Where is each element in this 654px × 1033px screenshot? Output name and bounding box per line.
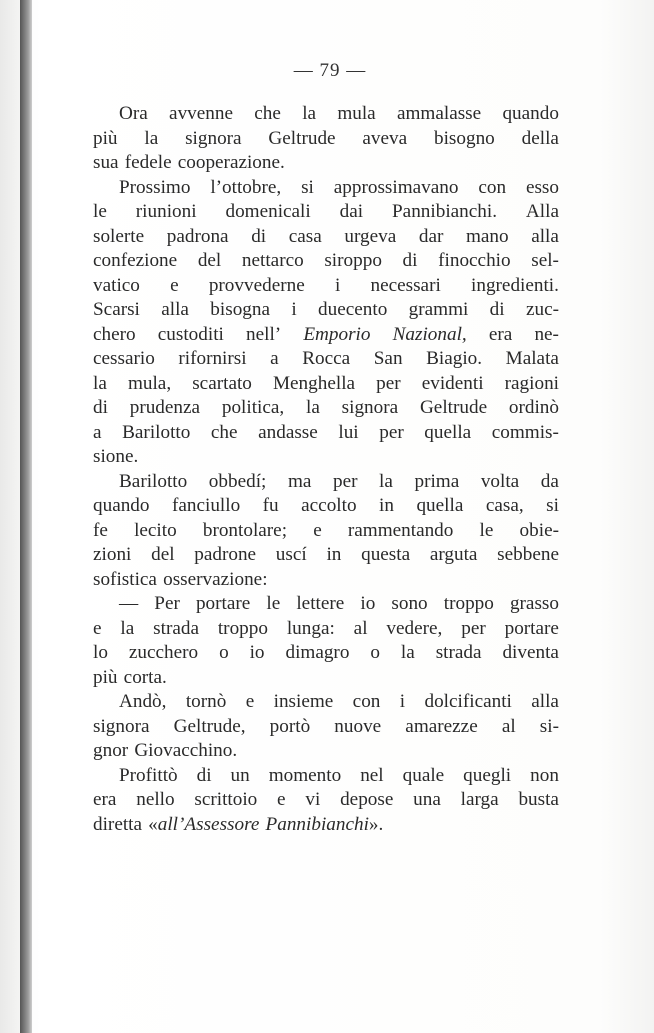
- word: cessario: [93, 348, 155, 369]
- word: duecento: [318, 299, 388, 320]
- word: era: [93, 789, 117, 810]
- word: Ora: [119, 103, 148, 124]
- word: sofistica: [93, 568, 157, 590]
- word: in: [326, 544, 342, 565]
- word: avvenne: [169, 103, 233, 124]
- word: sione.: [93, 446, 139, 467]
- word: Biagio.: [426, 348, 483, 369]
- word: di: [489, 299, 505, 320]
- word: casa: [288, 225, 322, 247]
- word: urgeva: [344, 225, 397, 247]
- word: i: [334, 274, 341, 296]
- word: ragioni: [504, 372, 559, 394]
- word: di: [251, 225, 267, 247]
- word: Geltrude,: [173, 715, 246, 737]
- word: alla: [531, 691, 559, 712]
- word: Emporio: [303, 323, 371, 345]
- word: la: [400, 642, 415, 663]
- word: si: [301, 176, 314, 198]
- text-line: [93, 127, 559, 152]
- text-line: [93, 764, 559, 789]
- word: signora: [93, 715, 150, 737]
- word: diretta: [93, 813, 143, 835]
- word: dai: [339, 201, 364, 222]
- word: sono: [391, 593, 428, 614]
- word: con: [352, 691, 381, 712]
- word: Menghella: [272, 372, 356, 394]
- word: evidenti: [421, 372, 484, 394]
- word: ingredienti.: [471, 274, 559, 296]
- word: Pannibianchi».: [265, 813, 384, 835]
- word: ordinò: [508, 397, 559, 418]
- word: scrittoio: [194, 789, 258, 810]
- binding-shadow: [0, 0, 20, 1033]
- word: scartato: [192, 372, 252, 394]
- word: e: [93, 617, 102, 639]
- word: una: [413, 789, 441, 810]
- word: fe: [93, 519, 108, 541]
- page-number: — 79 —: [293, 60, 367, 81]
- word: nello: [136, 789, 175, 810]
- word: fu: [262, 495, 279, 516]
- word: al: [353, 617, 368, 639]
- word: o: [219, 642, 229, 663]
- word: da: [540, 470, 559, 492]
- word: lunga:: [286, 617, 335, 639]
- text-line: [93, 249, 559, 274]
- text-line: [93, 421, 559, 446]
- word: i: [399, 691, 406, 712]
- word: al: [501, 715, 516, 737]
- text-line: [93, 102, 559, 127]
- word: solerte: [93, 225, 145, 247]
- word: politica,: [221, 397, 285, 418]
- word: Barilotto: [119, 470, 188, 492]
- text-line: [93, 323, 559, 348]
- word: era: [488, 323, 513, 345]
- word: di: [196, 764, 212, 786]
- word: a: [270, 348, 279, 369]
- word: di: [93, 397, 108, 418]
- text-line: [93, 151, 559, 176]
- word: fedele: [124, 152, 172, 173]
- word: Alla: [525, 201, 559, 222]
- text-line: [93, 494, 559, 519]
- word: un: [230, 764, 250, 786]
- word: prudenza: [129, 397, 201, 418]
- word: la: [93, 372, 107, 394]
- word: bisogno: [434, 127, 495, 149]
- word: dimagro: [285, 642, 350, 663]
- word: vi: [305, 789, 321, 810]
- word: mula,: [127, 372, 172, 394]
- word: obie-: [519, 519, 559, 541]
- word: questa: [361, 544, 411, 565]
- word: busta: [518, 789, 559, 810]
- word: Profittò: [119, 764, 178, 786]
- word: quegli: [463, 764, 512, 786]
- word: più: [93, 666, 118, 688]
- word: della: [521, 127, 559, 149]
- word: che: [254, 103, 281, 124]
- word: signora: [185, 127, 242, 149]
- text-line: [93, 715, 559, 740]
- text-line: [93, 298, 559, 323]
- word: portare: [195, 593, 251, 614]
- word: Malata: [505, 348, 559, 369]
- word: si: [546, 495, 559, 516]
- text-line: [93, 568, 559, 593]
- word: tornò: [185, 691, 227, 712]
- word: accolto: [301, 495, 357, 516]
- word: zucchero: [128, 642, 199, 663]
- word: i: [291, 299, 297, 320]
- word: lo: [93, 642, 108, 663]
- text-line: [93, 200, 559, 225]
- word: lecito: [134, 519, 177, 541]
- word: io: [360, 593, 376, 614]
- word: vedere,: [386, 617, 443, 639]
- word: quando: [502, 103, 559, 124]
- word: padrone: [194, 544, 257, 565]
- word: casa,: [485, 495, 524, 516]
- word: le: [93, 201, 107, 222]
- word: signora: [341, 397, 399, 418]
- word: grasso: [509, 593, 559, 614]
- word: sel-: [531, 250, 559, 271]
- word: depose: [340, 789, 394, 810]
- word: obbedí;: [208, 470, 267, 492]
- word: dolcificanti: [424, 691, 512, 712]
- word: quale: [402, 764, 445, 786]
- word: rammentando: [347, 519, 454, 541]
- word: riunioni: [135, 201, 197, 222]
- word: non: [530, 764, 559, 786]
- word: lui: [338, 421, 359, 443]
- word: necessari: [370, 274, 441, 296]
- word: per: [461, 617, 486, 639]
- word: strada: [435, 642, 482, 663]
- word: l’ottobre,: [210, 176, 282, 198]
- word: ammalasse: [396, 103, 482, 124]
- word: la: [379, 470, 393, 492]
- word: alla: [531, 225, 559, 247]
- text-line: [93, 592, 559, 617]
- word: ma: [287, 470, 312, 492]
- word: grammi: [408, 299, 469, 320]
- text-line: [93, 372, 559, 397]
- word: quando: [93, 495, 150, 516]
- word: corta.: [123, 666, 167, 688]
- word: Nazional,: [392, 323, 467, 345]
- text-line: [93, 396, 559, 421]
- word: Per: [154, 593, 180, 614]
- word: aveva: [362, 127, 408, 149]
- word: mano: [465, 225, 509, 247]
- word: troppo: [443, 593, 494, 614]
- page-binding-edge: [20, 0, 32, 1033]
- word: zioni: [93, 544, 132, 565]
- word: zuc-: [525, 299, 559, 320]
- word: San: [373, 348, 403, 369]
- word: per: [376, 372, 401, 394]
- word: del: [151, 544, 175, 565]
- word: più: [93, 127, 118, 149]
- text-line: [93, 445, 559, 470]
- word: lettere: [296, 593, 345, 614]
- word: ne-: [534, 323, 559, 345]
- word: a: [93, 421, 102, 443]
- word: vatico: [93, 274, 140, 296]
- word: alla: [161, 299, 189, 320]
- word: le: [479, 519, 494, 541]
- word: che: [210, 421, 238, 443]
- word: cooperazione.: [177, 152, 285, 173]
- word: arguta: [429, 544, 478, 565]
- word: la: [306, 397, 320, 418]
- word: Barilotto: [122, 421, 191, 443]
- word: prima: [414, 470, 460, 492]
- text-line: [93, 225, 559, 250]
- word: confezione: [93, 250, 178, 271]
- word: quella: [416, 495, 464, 516]
- word: e: [245, 691, 255, 712]
- word: portare: [504, 617, 559, 639]
- text-line: [93, 813, 559, 838]
- word: la: [144, 127, 159, 149]
- word: Geltrude: [268, 127, 336, 149]
- word: o: [370, 642, 380, 663]
- text-line: [93, 666, 559, 691]
- word: approssimavano: [333, 176, 459, 198]
- word: nuove: [334, 715, 382, 737]
- word: commis-: [491, 421, 559, 443]
- word: troppo: [217, 617, 268, 639]
- word: padrona: [166, 225, 229, 247]
- word: la: [120, 617, 135, 639]
- word: insieme: [273, 691, 334, 712]
- word: chero: [93, 323, 136, 345]
- word: rifornirsi: [178, 348, 247, 369]
- word: quella: [424, 421, 472, 443]
- word: volta: [480, 470, 520, 492]
- word: Giovacchino.: [134, 740, 238, 761]
- word: del: [197, 250, 222, 271]
- word: andasse: [258, 421, 318, 443]
- word: per: [332, 470, 358, 492]
- text-line: [93, 470, 559, 495]
- word: siroppo: [324, 250, 382, 271]
- word: la: [302, 103, 317, 124]
- word: brontolare;: [202, 519, 288, 541]
- word: mula: [337, 103, 376, 124]
- word: sebbene: [497, 544, 559, 565]
- word: nell’: [246, 323, 282, 345]
- text-line: [93, 690, 559, 715]
- text-line: [93, 176, 559, 201]
- word: strada: [153, 617, 199, 639]
- word: momento: [268, 764, 342, 786]
- text-line: [93, 347, 559, 372]
- word: si-: [539, 715, 559, 737]
- word: esso: [525, 176, 559, 198]
- word: le: [266, 593, 281, 614]
- word: fanciullo: [171, 495, 241, 516]
- word: diventa: [502, 642, 559, 663]
- word: Rocca: [302, 348, 351, 369]
- word: e: [170, 274, 179, 296]
- text-line: [93, 739, 559, 764]
- word: sua: [93, 152, 119, 173]
- word: —: [119, 593, 139, 614]
- word: Pannibianchi.: [392, 201, 497, 222]
- word: dar: [418, 225, 444, 247]
- word: e: [313, 519, 322, 541]
- word: nettarco: [241, 250, 304, 271]
- text-line: [93, 519, 559, 544]
- word: e: [277, 789, 286, 810]
- text-line: [93, 543, 559, 568]
- word: osservazione:: [163, 568, 268, 590]
- word: in: [379, 495, 394, 516]
- word: Scarsi: [93, 299, 140, 320]
- word: larga: [460, 789, 499, 810]
- word: provvederne: [208, 274, 305, 296]
- word: portò: [269, 715, 311, 737]
- word: «all’Assessore: [148, 813, 260, 835]
- word: Geltrude: [419, 397, 488, 418]
- text-line: [93, 641, 559, 666]
- word: nel: [360, 764, 384, 786]
- word: bisogna: [210, 299, 270, 320]
- text-line: [93, 617, 559, 642]
- word: per: [379, 421, 404, 443]
- word: domenicali: [225, 201, 311, 222]
- word: amarezze: [405, 715, 478, 737]
- word: con: [478, 176, 507, 198]
- text-line: [93, 274, 559, 299]
- word: finocchio: [438, 250, 511, 271]
- word: Andò,: [119, 691, 167, 712]
- word: Prossimo: [119, 176, 191, 198]
- word: di: [402, 250, 418, 271]
- word: uscí: [275, 544, 307, 565]
- body-text: [93, 102, 559, 837]
- word: custoditi: [157, 323, 224, 345]
- word: io: [249, 642, 265, 663]
- text-line: [93, 788, 559, 813]
- word: gnor: [93, 740, 129, 761]
